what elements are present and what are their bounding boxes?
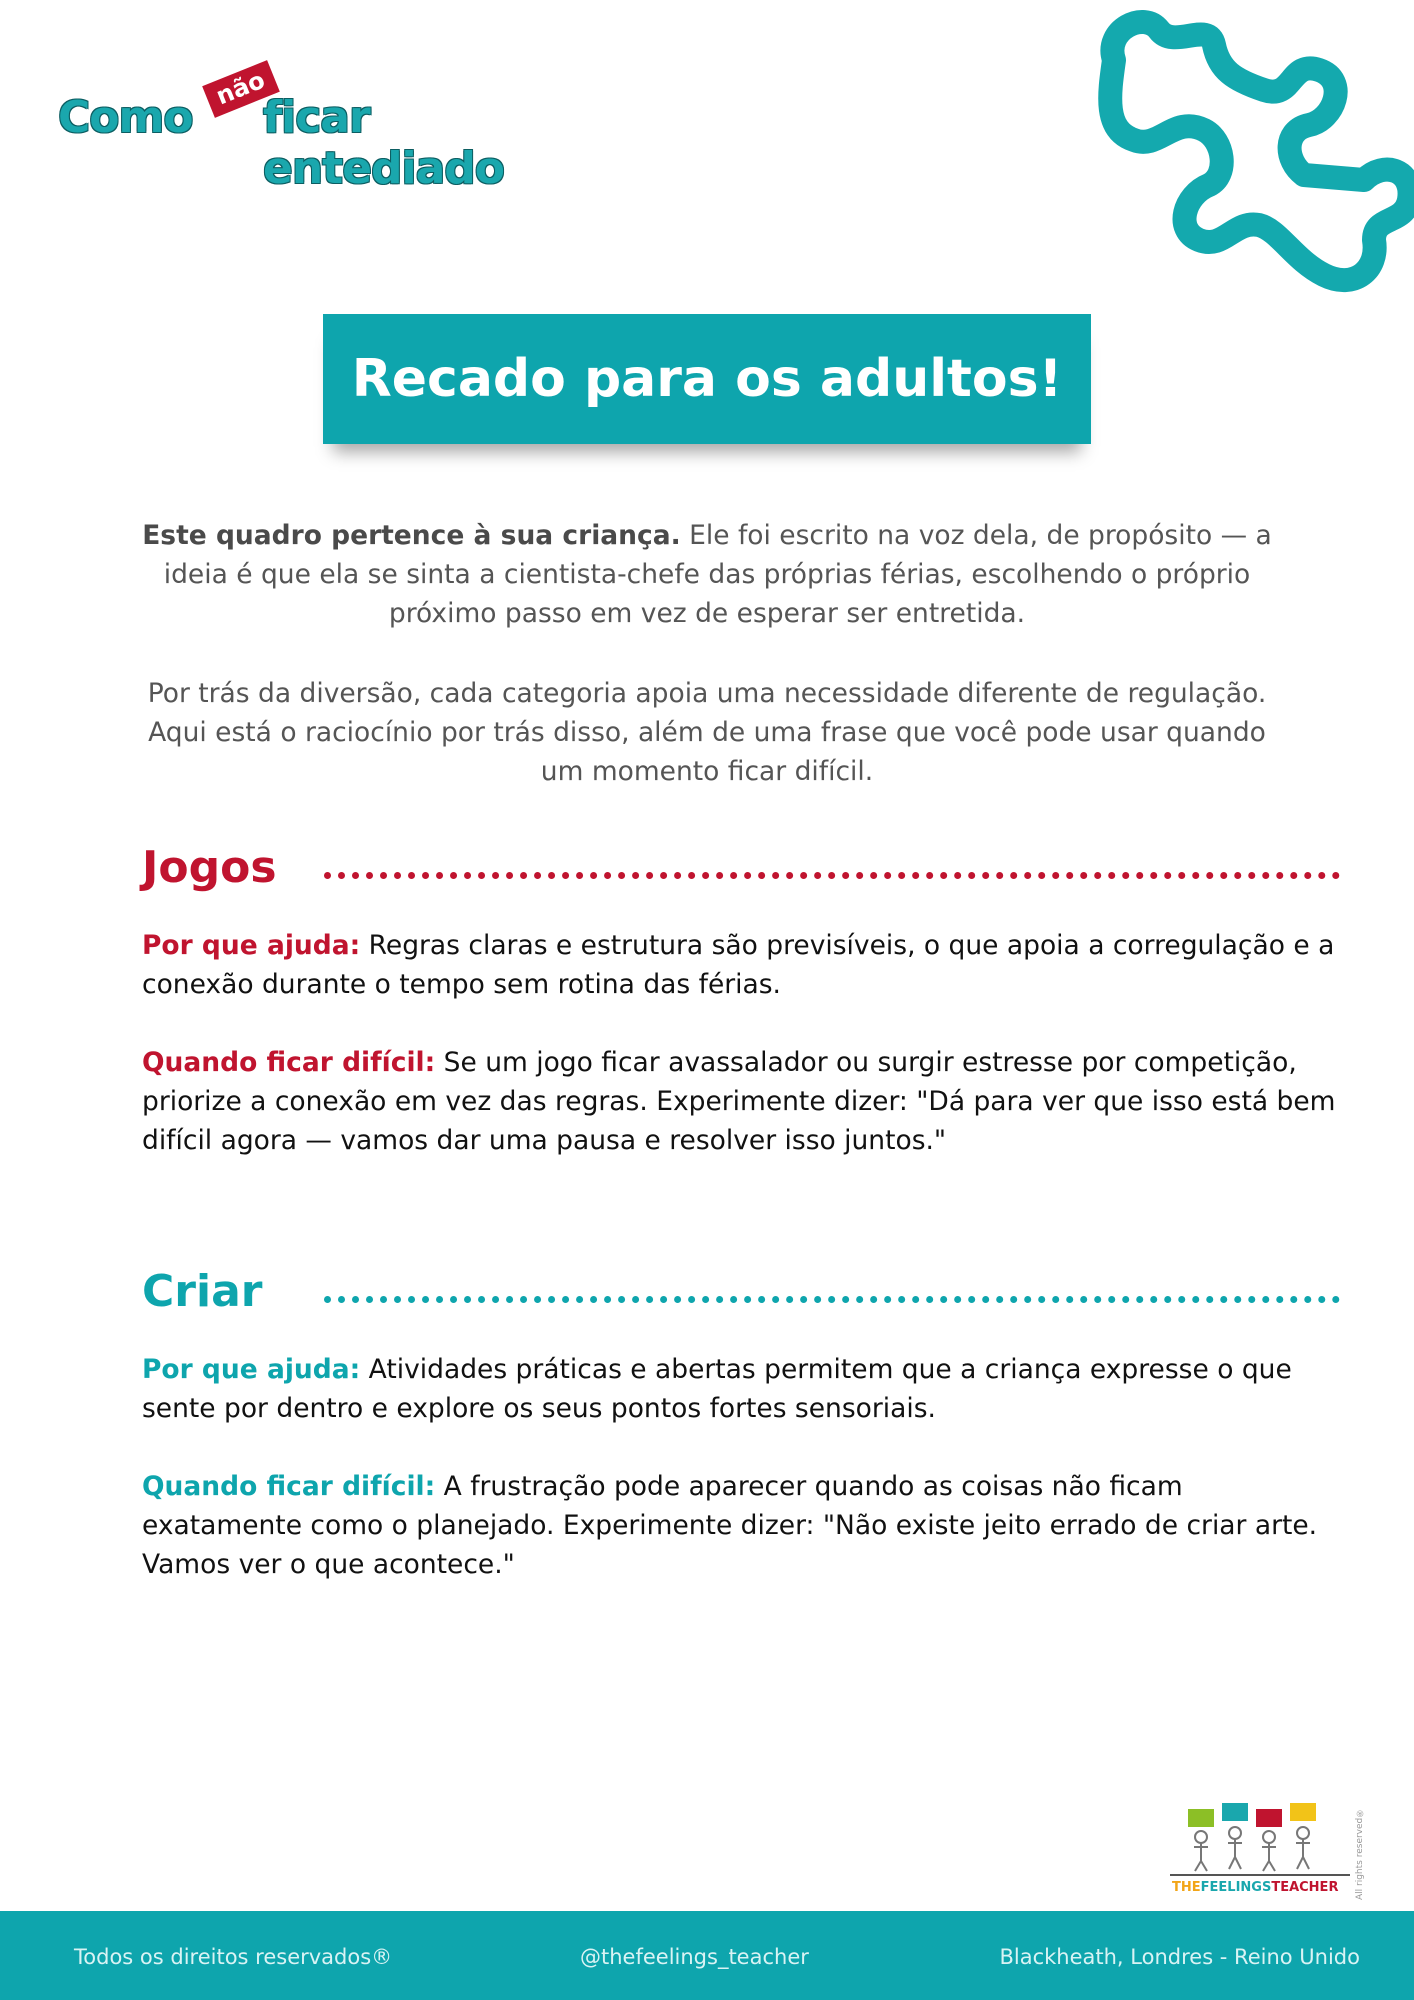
intro-paragraph-1 <box>140 516 1274 633</box>
puzzle-piece-icon <box>1034 0 1414 310</box>
intro-paragraph-2: Por trás da diversão, cada categoria apoia uma necessidade diferente de regulação. Aqui está o raciocínio por trás disso, além de uma frase que você pode usar quando um momento ficar difícil. <box>147 678 1267 787</box>
footer-rights: Todos os direitos reservados® <box>74 1945 393 1969</box>
rights-vertical-text: All rights reserved® <box>1355 1807 1365 1900</box>
intro-text: Ele foi escrito na voz dela, de propósito — a ideia é que ela se sinta a cientista-chefe das próprias férias, escolhendo o próprio próximo passo em vez de esperar ser entretida. <box>163 520 1272 629</box>
section-title: Jogos <box>142 842 277 893</box>
section-heading-criar <box>142 1266 1340 1326</box>
svg-text:THEFEELINGSTEACHER <box>1172 1880 1338 1895</box>
logo-word-the: THE <box>1172 1880 1201 1895</box>
hard-label: Quando ficar difícil: <box>142 1047 436 1078</box>
logo-badge-nao: não <box>202 60 279 118</box>
intro-bold-lead: Este quadro pertence à sua criança. <box>142 520 681 551</box>
footer-location: Blackheath, Londres - Reino Unido <box>999 1945 1360 1969</box>
dotted-divider <box>324 1296 1340 1303</box>
section-heading-jogos <box>142 842 1340 902</box>
section-why-paragraph <box>142 1350 1350 1428</box>
puzzle-people-icon <box>1170 1803 1350 1875</box>
section-hard-paragraph <box>142 1043 1350 1160</box>
section-why-paragraph <box>142 926 1350 1004</box>
brand-logo <box>1170 1795 1350 1895</box>
logo-word-feelings: FEELINGS <box>1200 1880 1272 1895</box>
logo-word-ficar-entediado: ficar entediado <box>263 92 505 194</box>
hard-text: A frustração pode aparecer quando as coisas não ficam exatamente como o planejado. Experimente dizer: "Não existe jeito errado de criar arte. Vamos ver o que acontece." <box>142 1471 1318 1580</box>
dotted-divider <box>324 872 1340 879</box>
logo-word-como: Como <box>58 92 193 143</box>
hard-text: Se um jogo ficar avassalador ou surgir estresse por competição, priorize a conexão em vez das regras. Experimente dizer: "Dá para ver que isso está bem difícil agora — vamos dar uma pausa e resolver isso juntos." <box>142 1047 1336 1156</box>
footer-bar <box>0 1911 1414 2000</box>
hard-label: Quando ficar difícil: <box>142 1471 436 1502</box>
section-hard-paragraph <box>142 1467 1350 1584</box>
logo-word-teacher: TEACHER <box>1271 1880 1339 1895</box>
footer-social-handle[interactable]: @thefeelings_teacher <box>580 1945 809 1969</box>
why-label: Por que ajuda: <box>142 1354 361 1385</box>
why-text: Regras claras e estrutura são previsíveis, o que apoia a corregulação e a conexão durante o tempo sem rotina das férias. <box>142 930 1335 1000</box>
banner-title: Recado para os adultos! <box>323 314 1091 444</box>
section-title: Criar <box>142 1266 263 1317</box>
why-text: Atividades práticas e abertas permitem que a criança expresse o que sente por dentro e explore os seus pontos fortes sensoriais. <box>142 1354 1292 1424</box>
why-label: Por que ajuda: <box>142 930 361 961</box>
